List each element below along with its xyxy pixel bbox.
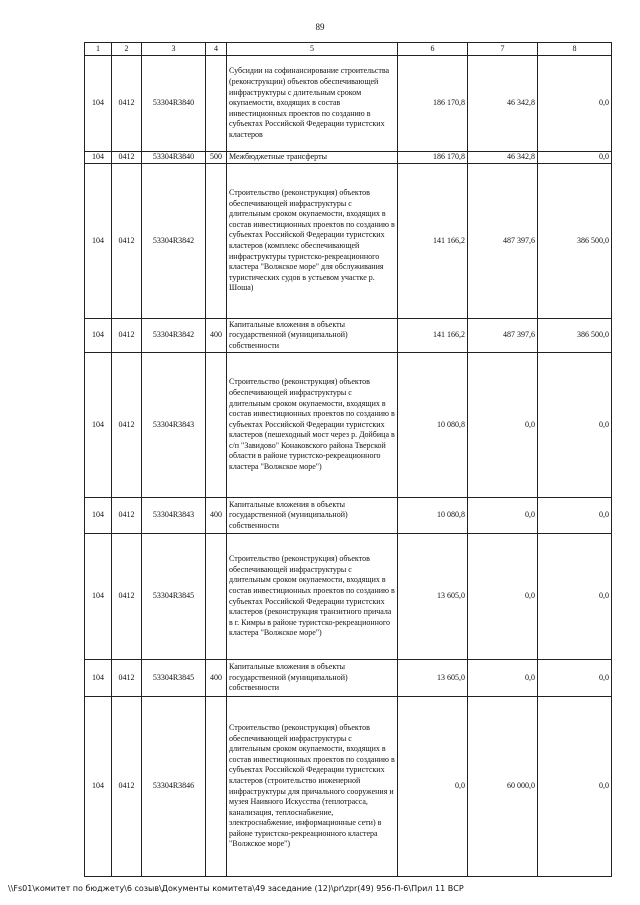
table-row — [85, 660, 612, 697]
budget-table — [84, 42, 612, 877]
row-value-1: 10 080,8 — [398, 353, 468, 498]
table-row — [85, 353, 612, 498]
row-value-2: 0,0 — [468, 534, 538, 660]
row-value-1: 141 166,2 — [398, 319, 468, 353]
row-code-1: 104 — [85, 534, 112, 660]
row-value-1: 141 166,2 — [398, 164, 468, 319]
row-code-4 — [206, 56, 227, 152]
row-code-1: 104 — [85, 353, 112, 498]
table-row — [85, 534, 612, 660]
row-value-2: 487 397,6 — [468, 319, 538, 353]
row-value-2: 0,0 — [468, 660, 538, 697]
header-cell: 3 — [142, 43, 206, 56]
table-row — [85, 498, 612, 534]
row-code-4: 500 — [206, 152, 227, 164]
header-cell: 7 — [468, 43, 538, 56]
row-code-1: 104 — [85, 164, 112, 319]
file-path-footer: \\Fs01\комитет по бюджету\6 созыв\Документы комитета\49 заседание (12)\pr\zpr(49) 956-П-6\Прил 11 ВСР — [8, 884, 464, 893]
row-description: Строительство (реконструкция) объектов обеспечивающей инфраструктуры с длительным сроком окупаемости, входящих в состав инвестиционных проектов по созданию в субъектах Российской Федерации туристских кластеров (реконструкция транзитного причала в г. Кимры в районе туристско-рекреационного кластера "Волжское море") — [227, 534, 398, 660]
row-code-4 — [206, 697, 227, 877]
row-value-3: 0,0 — [538, 498, 612, 534]
row-code-3: 53304R3845 — [142, 660, 206, 697]
row-code-4 — [206, 164, 227, 319]
row-value-2: 0,0 — [468, 353, 538, 498]
row-description: Капитальные вложения в объекты государственной (муниципальной) собственности — [227, 660, 398, 697]
row-code-2: 0412 — [112, 353, 142, 498]
row-description: Субсидии на софинансирование строительства (реконструкции) объектов обеспечивающей инфраструктуры с длительным сроком окупаемости, входящих в состав инвестиционных проектов по созданию в субъектах Российской Федерации туристских кластеров — [227, 56, 398, 152]
row-value-1: 13 605,0 — [398, 660, 468, 697]
row-code-3: 53304R3845 — [142, 534, 206, 660]
row-description: Строительство (реконструкция) объектов обеспечивающей инфраструктуры с длительным сроком окупаемости, входящих в состав инвестиционных проектов по созданию в субъектах Российской Федерации туристских кластеров (строительство инженерной инфраструктуры для причального сооружения и музея Наивного Искусства (теплотрасса, канализация, теплоснабжение, электроснабжение, информационные сети) в районе туристско-рекреационного кластера "Волжское море") — [227, 697, 398, 877]
row-code-1: 104 — [85, 56, 112, 152]
row-code-2: 0412 — [112, 697, 142, 877]
row-code-3: 53304R3840 — [142, 152, 206, 164]
row-description: Строительство (реконструкция) объектов обеспечивающей инфраструктуры с длительным сроком окупаемости, входящих в состав инвестиционных проектов по созданию в субъектах Российской Федерации туристских кластеров (пешеходный мост через р. Дойбица в с/п "Завидово" Конаковского района Тверской области в районе туристско-рекреационного кластера "Волжское море") — [227, 353, 398, 498]
table-row — [85, 56, 612, 152]
table-row — [85, 164, 612, 319]
header-cell: 6 — [398, 43, 468, 56]
row-value-3: 0,0 — [538, 660, 612, 697]
row-value-1: 10 080,8 — [398, 498, 468, 534]
header-cell: 1 — [85, 43, 112, 56]
row-value-2: 60 000,0 — [468, 697, 538, 877]
row-code-2: 0412 — [112, 164, 142, 319]
row-code-4: 400 — [206, 498, 227, 534]
row-code-4 — [206, 534, 227, 660]
header-cell: 5 — [227, 43, 398, 56]
row-description: Капитальные вложения в объекты государственной (муниципальной) собственности — [227, 319, 398, 353]
row-code-4 — [206, 353, 227, 498]
row-value-3: 386 500,0 — [538, 319, 612, 353]
row-code-1: 104 — [85, 152, 112, 164]
row-value-2: 46 342,8 — [468, 152, 538, 164]
row-code-3: 53304R3840 — [142, 56, 206, 152]
header-cell: 4 — [206, 43, 227, 56]
header-row — [85, 43, 612, 56]
header-cell: 2 — [112, 43, 142, 56]
row-value-3: 0,0 — [538, 353, 612, 498]
row-value-2: 0,0 — [468, 498, 538, 534]
row-code-2: 0412 — [112, 660, 142, 697]
row-code-2: 0412 — [112, 56, 142, 152]
row-value-3: 386 500,0 — [538, 164, 612, 319]
row-code-2: 0412 — [112, 319, 142, 353]
row-code-3: 53304R3843 — [142, 353, 206, 498]
row-value-3: 0,0 — [538, 56, 612, 152]
row-code-3: 53304R3842 — [142, 319, 206, 353]
row-code-1: 104 — [85, 660, 112, 697]
row-description: Межбюджетные трансферты — [227, 152, 398, 164]
row-value-1: 186 170,8 — [398, 56, 468, 152]
row-value-3: 0,0 — [538, 152, 612, 164]
row-code-4: 400 — [206, 660, 227, 697]
row-code-2: 0412 — [112, 498, 142, 534]
row-description: Строительство (реконструкция) объектов обеспечивающей инфраструктуры с длительным сроком окупаемости, входящих в состав инвестиционных проектов по созданию в субъектах Российской Федерации туристских кластеров (комплекс обеспечивающей инфраструктуры туристско-рекреационного кластера "Волжское море" для обслуживания туристических судов в устьевом участке р. Шоша) — [227, 164, 398, 319]
row-code-3: 53304R3846 — [142, 697, 206, 877]
table-row — [85, 697, 612, 877]
row-value-2: 46 342,8 — [468, 56, 538, 152]
row-code-4: 400 — [206, 319, 227, 353]
row-value-3: 0,0 — [538, 534, 612, 660]
row-code-3: 53304R3843 — [142, 498, 206, 534]
row-value-3: 0,0 — [538, 697, 612, 877]
row-value-1: 0,0 — [398, 697, 468, 877]
row-value-1: 13 605,0 — [398, 534, 468, 660]
row-value-1: 186 170,8 — [398, 152, 468, 164]
row-value-2: 487 397,6 — [468, 164, 538, 319]
row-code-3: 53304R3842 — [142, 164, 206, 319]
row-description: Капитальные вложения в объекты государственной (муниципальной) собственности — [227, 498, 398, 534]
row-code-2: 0412 — [112, 152, 142, 164]
row-code-1: 104 — [85, 697, 112, 877]
table-row — [85, 319, 612, 353]
page-number: 89 — [315, 22, 325, 32]
header-cell: 8 — [538, 43, 612, 56]
table-row — [85, 152, 612, 164]
row-code-2: 0412 — [112, 534, 142, 660]
row-code-1: 104 — [85, 498, 112, 534]
row-code-1: 104 — [85, 319, 112, 353]
